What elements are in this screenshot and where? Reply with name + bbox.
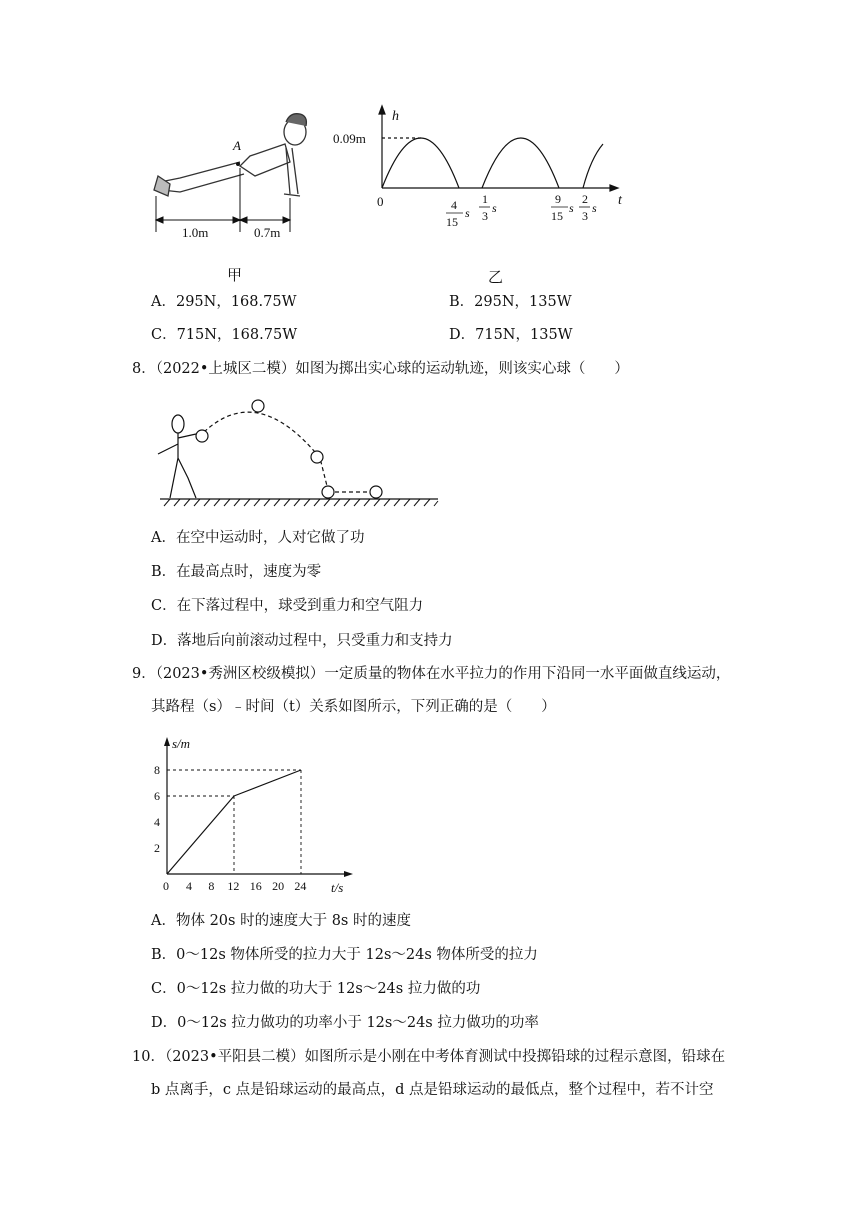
t4-numerator: 2 — [582, 192, 588, 206]
t1-denominator: 15 — [446, 215, 458, 229]
y-tick-label: 4 — [154, 815, 160, 829]
t3-denominator: 15 — [551, 209, 563, 223]
q8-stem: 8．（2022•上城区二模）如图为掷出实心球的运动轨迹，则该实心球（ ） — [132, 361, 629, 377]
q9-option-d[interactable]: D．0～12s 拉力做功的功率小于 12s～24s 拉力做功的功率 — [151, 1015, 539, 1031]
t1-numerator: 4 — [451, 198, 457, 212]
q7-option-b[interactable]: B．295N，135W — [449, 294, 572, 310]
t3-unit: s — [569, 201, 574, 215]
x-tick-label: 4 — [186, 879, 193, 893]
x-tick-label: 16 — [249, 879, 262, 893]
t2-denominator: 3 — [482, 209, 488, 223]
point-a-label: A — [233, 138, 241, 153]
q8-option-d[interactable]: D．落地后向前滚动过程中，只受重力和支持力 — [151, 633, 453, 649]
height-value-label: 0.09m — [333, 131, 366, 146]
x-tick-label: 20 — [272, 879, 285, 893]
height-time-graph — [325, 100, 645, 240]
q7-option-a[interactable]: A．295N，168.75W — [151, 294, 297, 310]
q8-option-a[interactable]: A．在空中运动时，人对它做了功 — [151, 530, 365, 546]
q10-stem-line1: 10．（2023•平阳县二模）如图所示是小刚在中考体育测试中投掷铅球的过程示意图，铅球在 — [132, 1049, 726, 1065]
q9-stem-line2: 其路程（s）﹣时间（t）关系如图所示，下列正确的是（ ） — [151, 699, 556, 715]
t1-unit: s — [465, 206, 470, 220]
pushup-illustration — [140, 104, 330, 254]
x-tick-label: 0 — [163, 879, 169, 893]
t2-numerator: 1 — [482, 192, 488, 206]
dim-left-label: 1.0m — [182, 225, 209, 240]
y-axis-label: s/m — [172, 736, 191, 751]
q10-stem-line2: b 点离手，c 点是铅球运动的最高点，d 点是铅球运动的最低点，整个过程中，若不计空 — [151, 1082, 714, 1098]
x-axis-arrow — [344, 871, 353, 877]
x-tick-label: 8 — [208, 879, 215, 893]
t2-unit: s — [492, 201, 497, 215]
y-axis-h-label: h — [392, 109, 399, 124]
shot-trajectory-illustration — [148, 394, 448, 512]
x-axis-label: t/s — [331, 880, 344, 895]
origin-label: 0 — [377, 194, 384, 209]
series-segment — [167, 796, 234, 874]
q9-stem-line1: 9．（2023•秀洲区校级模拟）一定质量的物体在水平拉力的作用下沿同一水平面做直线运动， — [132, 666, 731, 682]
q8-option-c[interactable]: C．在下落过程中，球受到重力和空气阻力 — [151, 598, 424, 614]
y-tick-label: 6 — [154, 789, 160, 803]
q7-figure-jia — [140, 104, 330, 254]
q7-option-c[interactable]: C．715N，168.75W — [151, 327, 298, 343]
q9-option-c[interactable]: C．0～12s 拉力做的功大于 12s～24s 拉力做的功 — [151, 981, 481, 997]
q8-figure — [148, 394, 448, 512]
t3-numerator: 9 — [555, 192, 561, 206]
fig-yi-caption: 乙 — [488, 268, 504, 286]
y-tick-label: 8 — [154, 763, 160, 777]
fig-jia-caption: 甲 — [227, 266, 243, 284]
x-tick-label: 12 — [227, 879, 240, 893]
q9-option-a[interactable]: A．物体 20s 时的速度大于 8s 时的速度 — [151, 913, 411, 929]
y-axis-arrow — [164, 737, 170, 746]
q9-option-b[interactable]: B．0～12s 物体所受的拉力大于 12s～24s 物体所受的拉力 — [151, 947, 538, 963]
t4-unit: s — [592, 201, 597, 215]
y-tick-label: 2 — [154, 841, 160, 855]
q9-chart — [145, 732, 365, 897]
q7-option-d[interactable]: D．715N，135W — [449, 327, 573, 343]
distance-time-chart — [145, 732, 365, 897]
q8-option-b[interactable]: B．在最高点时，速度为零 — [151, 564, 322, 580]
t4-denominator: 3 — [582, 209, 588, 223]
q7-figure-yi — [325, 100, 645, 240]
x-axis-t-label: t — [618, 193, 622, 208]
x-tick-label: 24 — [294, 879, 307, 893]
series-segment — [234, 770, 301, 796]
dim-right-label: 0.7m — [254, 225, 281, 240]
